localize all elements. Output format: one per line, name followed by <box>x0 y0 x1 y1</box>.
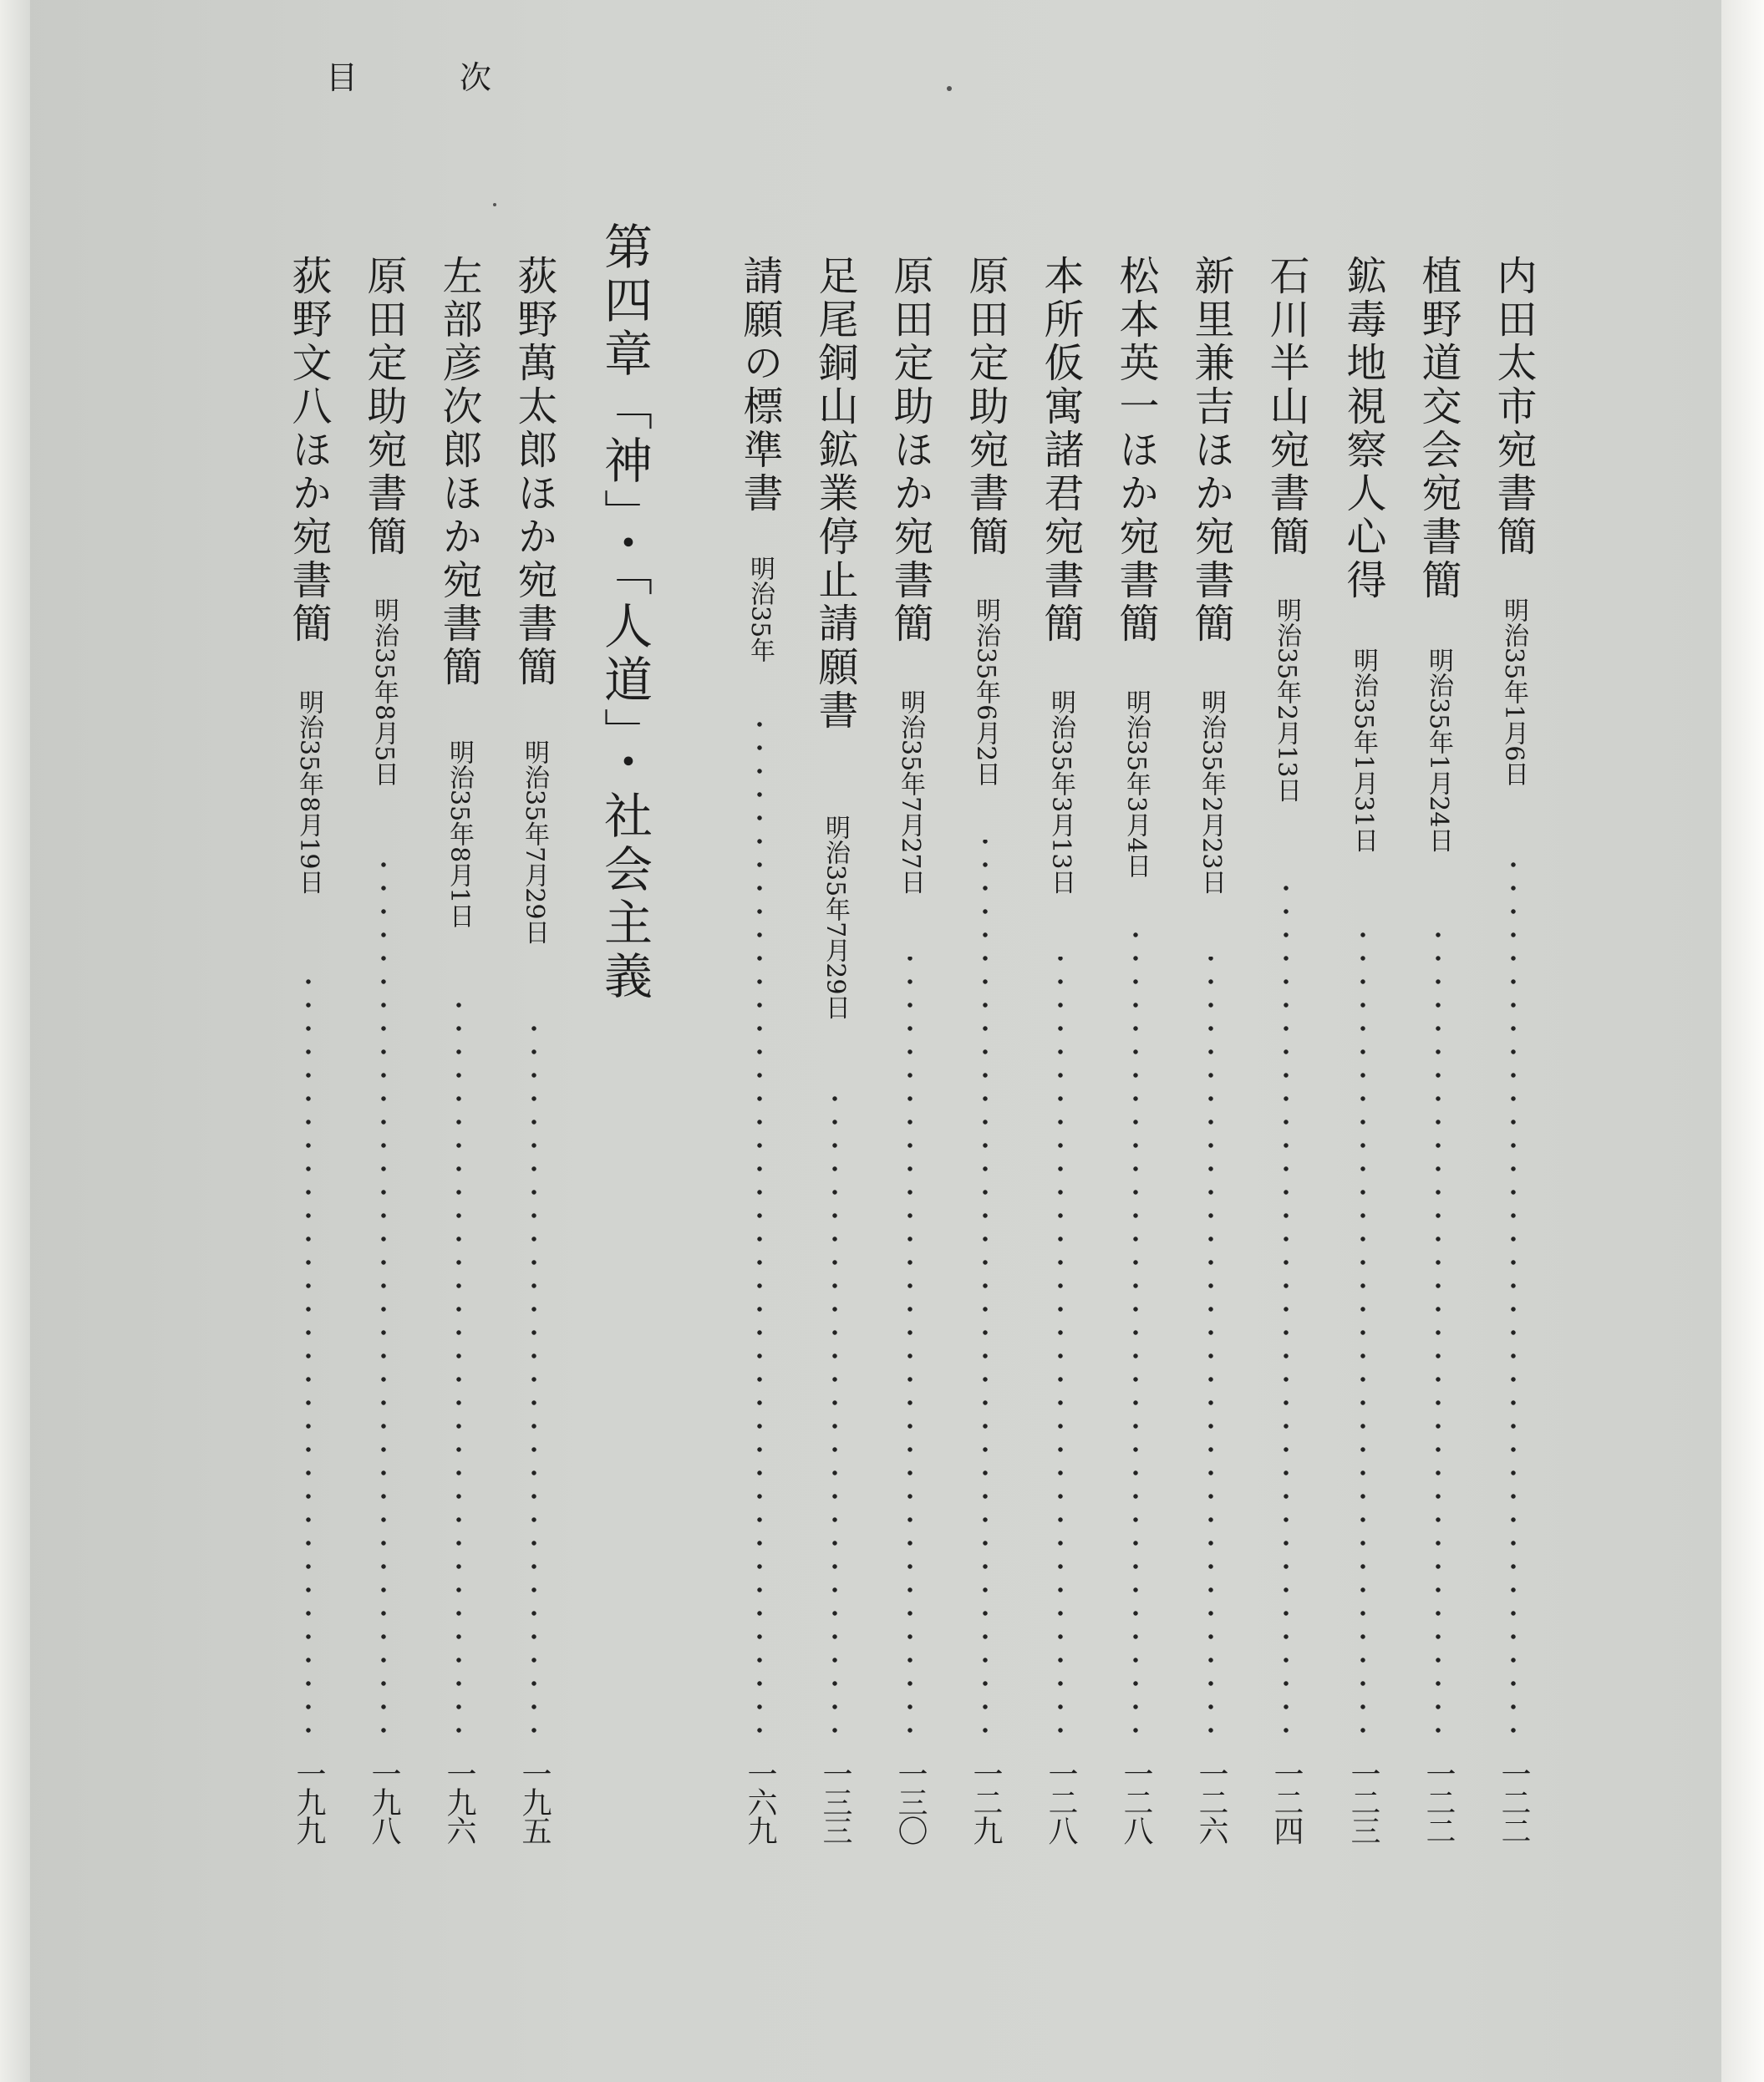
chapter-title: 第四章「神」・「人道」・社会主義 <box>596 221 653 1004</box>
leader-dots <box>1205 957 1217 1742</box>
toc-entry[interactable] <box>1414 255 1462 1844</box>
entry-date: 明治35年8月5日 <box>369 597 399 787</box>
toc-entry[interactable] <box>359 255 408 1844</box>
toc-entry[interactable] <box>1262 255 1310 1844</box>
entry-page-number: 一二四 <box>1269 1759 1304 1844</box>
entry-date: 明治35年7月29日 <box>821 815 850 1020</box>
entry-date: 明治35年3月13日 <box>1046 689 1075 895</box>
toc-entry[interactable] <box>435 255 483 1844</box>
toc-entry[interactable] <box>886 255 934 1844</box>
toc-entry[interactable] <box>961 255 1009 1844</box>
entry-page-number: 一九八 <box>367 1759 401 1844</box>
entry-page-number: 一三〇 <box>893 1759 928 1844</box>
leader-dots <box>754 706 765 1742</box>
leader-dots <box>1055 957 1066 1742</box>
header-char-ji: 次 <box>460 59 492 96</box>
entry-title: 荻野文八ほか宛書簡 <box>285 255 332 646</box>
entry-date: 明治35年7月29日 <box>520 739 549 945</box>
leader-dots <box>1280 881 1292 1742</box>
entry-title: 本所仮寓諸君宛書簡 <box>1037 255 1084 646</box>
entry-date: 明治35年7月27日 <box>896 689 925 895</box>
entry-page-number: 一二二 <box>1497 1759 1531 1844</box>
entry-title: 鉱毒地視察人心得 <box>1340 255 1386 602</box>
toc-entry[interactable] <box>510 255 558 1844</box>
entry-title: 内田太市宛書簡 <box>1490 255 1537 559</box>
toc-entry[interactable] <box>1036 255 1085 1844</box>
toc-entry[interactable] <box>284 255 333 1844</box>
entry-page-number: 一三三 <box>818 1759 852 1844</box>
header-char-moku: 目 <box>326 59 358 96</box>
entry-date: 明治35年2月13日 <box>1272 597 1301 803</box>
leader-dots <box>302 965 314 1742</box>
leader-dots <box>1432 932 1444 1742</box>
entry-page-number: 一二八 <box>1044 1759 1078 1844</box>
entry-page-number: 一九五 <box>517 1759 552 1844</box>
toc-entry[interactable] <box>735 255 784 1844</box>
entry-page-number: 一六九 <box>743 1759 777 1844</box>
entry-page-number: 一二八 <box>1119 1759 1153 1844</box>
leader-dots <box>979 840 991 1742</box>
entry-page-number: 一九九 <box>292 1759 326 1844</box>
entry-title: 原田定助ほか宛書簡 <box>887 255 933 646</box>
toc-entry[interactable] <box>1489 255 1538 1844</box>
entry-date: 明治35年8月19日 <box>294 689 323 895</box>
chapter-heading[interactable] <box>595 221 653 1057</box>
leader-dots <box>528 1015 540 1742</box>
leader-dots <box>1130 932 1141 1742</box>
entry-title: 原田定助宛書簡 <box>360 255 407 559</box>
entry-date: 明治35年1月31日 <box>1349 647 1378 853</box>
entry-page-number: 一二六 <box>1194 1759 1228 1844</box>
page-header <box>318 52 518 102</box>
entry-date: 明治35年1月24日 <box>1424 647 1453 853</box>
leader-dots <box>1357 932 1369 1742</box>
entry-date: 明治35年6月2日 <box>971 597 1000 787</box>
entry-date: 明治35年 <box>745 556 775 663</box>
entry-title: 請願の標準書 <box>736 255 783 515</box>
toc-entry[interactable] <box>1187 255 1235 1844</box>
page-edge <box>1721 0 1764 2082</box>
leader-dots <box>378 856 389 1742</box>
entry-date: 明治35年8月1日 <box>445 739 474 929</box>
entry-date: 明治35年1月6日 <box>1499 597 1528 787</box>
entry-title: 足尾銅山鉱業停止請願書 <box>811 255 858 733</box>
entry-title: 原田定助宛書簡 <box>962 255 1009 559</box>
entry-page-number: 一二九 <box>968 1759 1003 1844</box>
page-speck <box>493 203 496 206</box>
entry-title: 新里兼吉ほか宛書簡 <box>1187 255 1234 646</box>
toc-entry[interactable] <box>811 255 859 1844</box>
toc-entry[interactable] <box>1339 255 1387 1844</box>
entry-page-number: 一九六 <box>442 1759 476 1844</box>
leader-dots <box>829 1090 841 1742</box>
toc-entry[interactable] <box>1111 255 1160 1844</box>
page-gutter <box>0 0 30 2082</box>
leader-dots <box>1507 856 1519 1742</box>
entry-title: 石川半山宛書簡 <box>1263 255 1309 559</box>
entry-title: 荻野萬太郎ほか宛書簡 <box>511 255 557 689</box>
entry-title: 左部彦次郎ほか宛書簡 <box>435 255 482 689</box>
leader-dots <box>904 957 916 1742</box>
table-of-contents <box>267 221 1571 1844</box>
entry-page-number: 一二三 <box>1346 1759 1380 1844</box>
entry-page-number: 一二二 <box>1421 1759 1456 1844</box>
entry-date: 明治35年2月23日 <box>1197 689 1226 895</box>
leader-dots <box>453 990 465 1742</box>
page-speck <box>947 86 952 91</box>
entry-title: 松本英一ほか宛書簡 <box>1112 255 1159 646</box>
entry-date: 明治35年3月4日 <box>1121 689 1151 879</box>
entry-title: 植野道交会宛書簡 <box>1415 255 1462 602</box>
